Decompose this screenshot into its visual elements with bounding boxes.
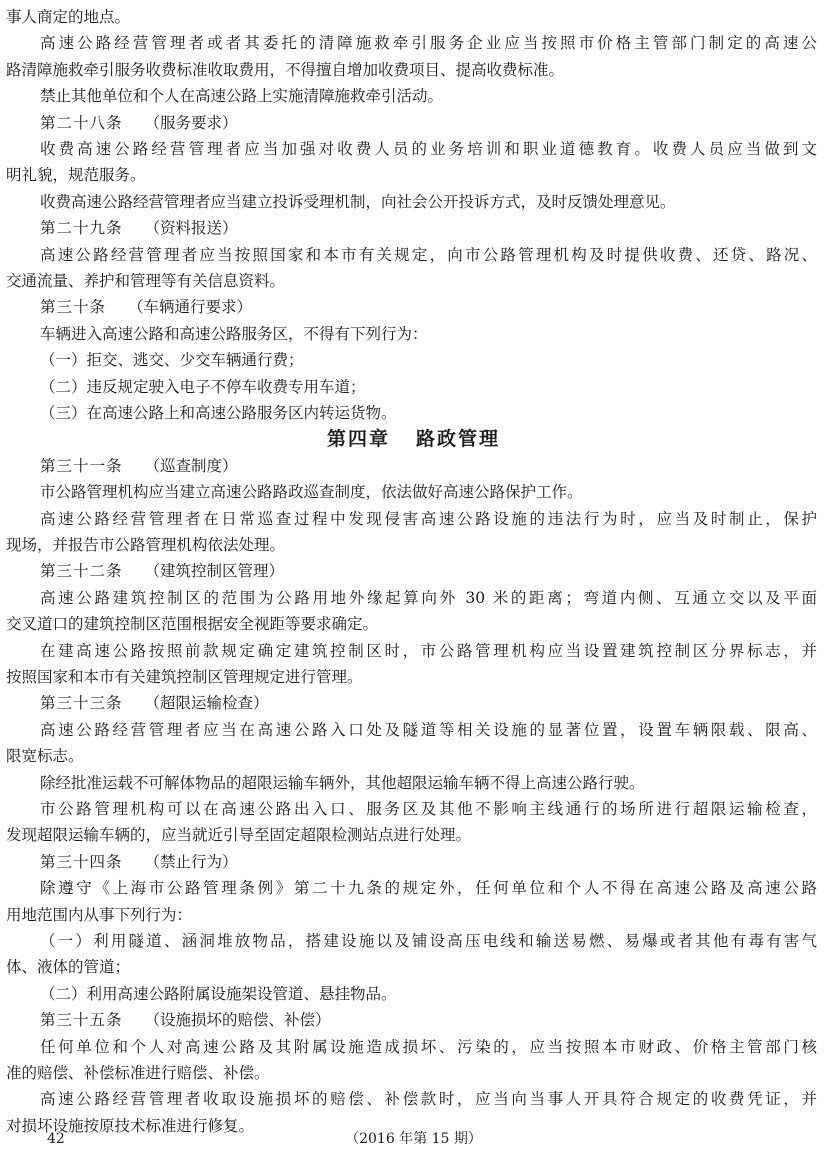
paragraph-line: 车辆进入高速公路和高速公路服务区，不得有下列行为： [40,324,428,343]
article-number: 第三十一条 [40,456,123,475]
paragraph-line: （二）利用高速公路附属设施架设管道、悬挂物品。 [40,984,397,1003]
paragraph-line: 高速公路经营管理者收取设施损坏的赔偿、补偿款时，应当向当事人开具符合规定的收费凭证，并 [40,1090,817,1109]
continuation-line: 准的赔偿、补偿标准进行赔偿、补偿。 [6,1064,270,1082]
chapter-heading [0,426,827,452]
page-number: 42 [47,1131,65,1147]
issue-label: （2016 年第 15 期） [345,1131,482,1147]
article-heading [0,294,827,320]
continuation-line: 交叉道口的建筑控制区范围根据安全视距等要求确定。 [6,615,379,634]
paragraph-line: 市公路管理机构可以在高速公路出入口、服务区及其他不影响主线通行的场所进行超限运输检查， [40,800,817,818]
paragraph-line: 高速公路经营管理者应当在高速公路入口处及隧道等相关设施的显著位置，设置车辆限载、限高、 [40,720,817,739]
continuation-line: 对损坏设施按原技术标准进行修复。 [6,1116,255,1135]
paragraph-line: 除经批准运载不可解体物品的超限运输车辆外，其他超限运输车辆不得上高速公路行驶。 [40,773,645,792]
article-title: （车辆通行要求） [128,298,253,317]
article-title: （超限运输检查） [144,694,269,713]
paragraph-line: 高速公路经营管理者在日常巡查过程中发现侵害高速公路设施的违法行为时，应当及时制止，保护 [40,509,817,528]
paragraph-line: 高速公路经营管理者应当按照国家和本市有关规定，向市公路管理机构及时提供收费、还贷、路况、 [40,245,817,264]
article-heading [0,690,827,716]
paragraph-line: 在建高速公路按照前款规定确定建筑控制区时，市公路管理机构应当设置建筑控制区分界标志，并 [40,641,817,660]
continuation-line: 用地范围内从事下列行为： [6,905,193,924]
paragraph-line: 高速公路经营管理者或者其委托的清障施救牵引服务企业应当按照市价格主管部门制定的高速公 [40,34,817,53]
paragraph-line: 收费高速公路经营管理者应当建立投诉受理机制，向社会公开投诉方式，及时反馈处理意见。 [40,192,676,211]
chapter-number: 第四章 [326,428,390,451]
continuation-line: 限宽标志。 [6,747,84,766]
article-title: （设施损坏的赔偿、补偿） [144,1011,331,1030]
article-heading [0,558,827,584]
article-number: 第三十三条 [40,694,123,713]
paragraph-line: （二）违反规定驶入电子不停车收费专用车道； [40,377,366,396]
continuation-line: 路清障施救牵引服务收费标准收取费用，不得擅自增加收费项目、提高收费标准。 [6,60,565,79]
paragraph-line: 除遵守《上海市公路管理条例》第二十九条的规定外，任何单位和个人不得在高速公路及高速公路 [40,879,817,898]
continuation-line: 事人商定的地点。 [6,8,131,26]
article-number: 第三十四条 [40,852,123,871]
article-title: （资料报送） [144,219,238,238]
continuation-line: 按照国家和本市有关建筑控制区管理规定进行管理。 [6,668,363,686]
paragraph-line: 市公路管理机构应当建立高速公路路政巡查制度，依法做好高速公路保护工作。 [40,483,583,502]
paragraph-line: 禁止其他单位和个人在高速公路上实施清障施救牵引活动。 [40,87,444,106]
article-number: 第三十五条 [40,1011,123,1030]
paragraph-line: 任何单位和个人对高速公路及其附属设施造成损坏、污染的，应当按照本市财政、价格主管部门核 [40,1037,817,1056]
article-title: （巡查制度） [144,456,238,475]
paragraph-line: 收费高速公路经营管理者应当加强对收费人员的业务培训和职业道德教育。收费人员应当做到文 [40,140,817,158]
paragraph-line: （一）利用隧道、涵洞堆放物品，搭建设施以及铺设高压电线和输送易燃、易爆或者其他有毒有害气 [40,932,817,950]
article-number: 第三十二条 [40,562,123,581]
continuation-line: 现场，并报告市公路管理机构依法处理。 [6,536,286,554]
chapter-title: 路政管理 [416,428,501,451]
continuation-line: 体、液体的管道； [6,958,131,977]
article-title: （服务要求） [144,113,238,132]
article-heading [0,215,827,241]
article-heading [0,453,827,479]
article-number: 第二十八条 [40,113,123,132]
continuation-line: 发现超限运输车辆的，应当就近引导至固定超限检测站点进行处理。 [6,826,472,845]
article-heading [0,1007,827,1033]
article-title: （禁止行为） [144,852,238,871]
article-title: （建筑控制区管理） [144,562,285,581]
article-heading [0,849,827,875]
paragraph-line: （三）在高速公路上和高速公路服务区内转运货物。 [40,404,397,422]
continuation-line: 明礼貌，规范服务。 [6,166,146,185]
continuation-line: 交通流量、养护和管理等有关信息资料。 [6,272,286,290]
article-number: 第二十九条 [40,219,123,238]
paragraph-line: 高速公路建筑控制区的范围为公路用地外缘起算向外 30 米的距离；弯道内侧、互通立交以及平面 [40,588,817,607]
article-heading [0,110,827,136]
article-number: 第三十条 [40,298,107,317]
paragraph-line: （一）拒交、逃交、少交车辆通行费； [40,351,304,370]
